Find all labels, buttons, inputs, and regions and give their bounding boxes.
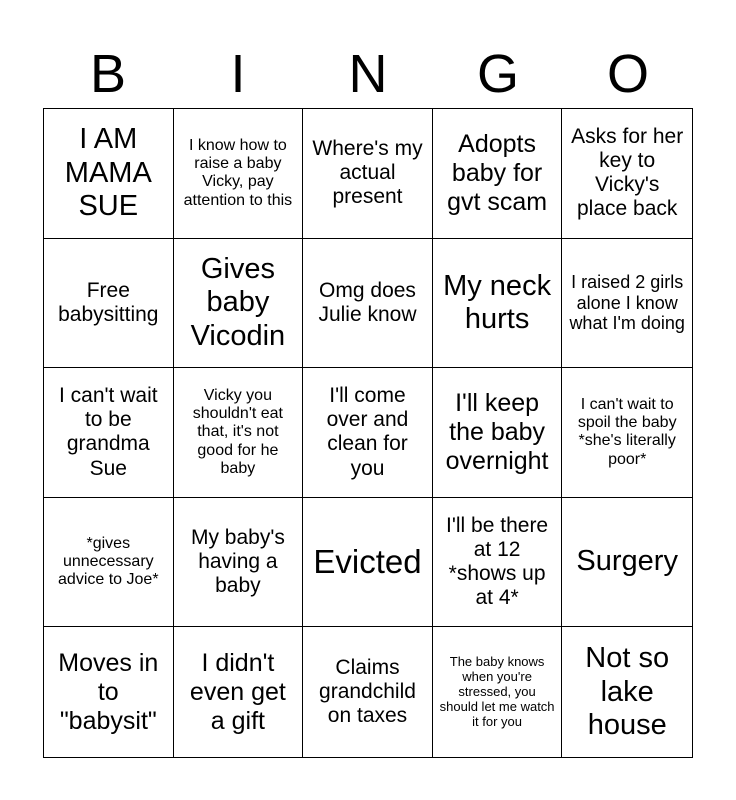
cell-text: The baby knows when you're stressed, you should let me watch it for you bbox=[439, 653, 555, 729]
bingo-cell[interactable] bbox=[562, 627, 692, 757]
cell-text: I can't wait to spoil the baby *she's literally poor* bbox=[577, 395, 677, 468]
bingo-board bbox=[43, 108, 693, 758]
cell-text: *gives unnecessary advice to Joe* bbox=[58, 534, 159, 589]
cell-text: I didn't even get a gift bbox=[189, 649, 286, 735]
bingo-cell[interactable] bbox=[562, 498, 692, 628]
bingo-cell[interactable] bbox=[174, 498, 304, 628]
header-letter-i: I bbox=[230, 44, 246, 104]
cell-text: My neck hurts bbox=[443, 269, 552, 335]
bingo-cell[interactable] bbox=[44, 239, 174, 369]
cell-text: Evicted bbox=[313, 543, 422, 581]
bingo-cell[interactable] bbox=[174, 239, 304, 369]
bingo-cell[interactable] bbox=[433, 368, 563, 498]
cell-text: Free babysitting bbox=[58, 278, 159, 326]
bingo-cell[interactable] bbox=[433, 627, 563, 757]
bingo-cell[interactable] bbox=[303, 368, 433, 498]
cell-text: I'll come over and clean for you bbox=[326, 384, 409, 480]
bingo-cell[interactable] bbox=[303, 239, 433, 369]
bingo-cell[interactable] bbox=[562, 109, 692, 239]
cell-text: Gives baby Vicodin bbox=[190, 252, 286, 352]
cell-text: Where's my actual present bbox=[312, 137, 423, 209]
cell-text: Not so lake house bbox=[585, 642, 670, 741]
cell-text: I know how to raise a baby Vicky, pay attention to this bbox=[183, 136, 293, 209]
cell-text: My baby's having a baby bbox=[190, 525, 285, 598]
cell-text: Vicky you shouldn't eat that, it's not good for he baby bbox=[192, 386, 283, 478]
bingo-cell[interactable] bbox=[433, 498, 563, 628]
bingo-cell[interactable] bbox=[174, 368, 304, 498]
cell-text: Asks for her key to Vicky's place back bbox=[571, 125, 684, 221]
bingo-cell[interactable] bbox=[433, 239, 563, 369]
bingo-cell[interactable] bbox=[562, 239, 692, 369]
cell-text: I raised 2 girls alone I know what I'm doing bbox=[569, 271, 685, 334]
bingo-cell[interactable] bbox=[44, 627, 174, 757]
bingo-cell[interactable] bbox=[174, 109, 304, 239]
cell-text: I can't wait to be grandma Sue bbox=[59, 384, 158, 480]
cell-text: I AM MAMA SUE bbox=[64, 123, 152, 222]
cell-text: Adopts baby for gvt scam bbox=[447, 130, 548, 216]
cell-text: Claims grandchild on taxes bbox=[319, 655, 416, 728]
bingo-cell[interactable] bbox=[303, 498, 433, 628]
header-letter-n: N bbox=[348, 44, 388, 104]
header-letter-b: B bbox=[89, 44, 127, 104]
bingo-cell[interactable] bbox=[44, 498, 174, 628]
bingo-cell[interactable] bbox=[303, 109, 433, 239]
cell-text: Surgery bbox=[576, 545, 678, 578]
bingo-cell[interactable] bbox=[433, 109, 563, 239]
cell-text: Moves in to "babysit" bbox=[58, 649, 159, 735]
bingo-cell[interactable] bbox=[303, 627, 433, 757]
cell-text: Omg does Julie know bbox=[318, 278, 417, 326]
bingo-cell[interactable] bbox=[174, 627, 304, 757]
header-letter-o: O bbox=[606, 44, 649, 104]
bingo-header bbox=[43, 40, 693, 108]
bingo-cell[interactable] bbox=[44, 368, 174, 498]
bingo-cell[interactable] bbox=[44, 109, 174, 239]
bingo-cell[interactable] bbox=[562, 368, 692, 498]
cell-text: I'll be there at 12 *shows up at 4* bbox=[446, 513, 549, 610]
header-letter-g: G bbox=[476, 44, 519, 104]
cell-text: I'll keep the baby overnight bbox=[445, 389, 549, 475]
